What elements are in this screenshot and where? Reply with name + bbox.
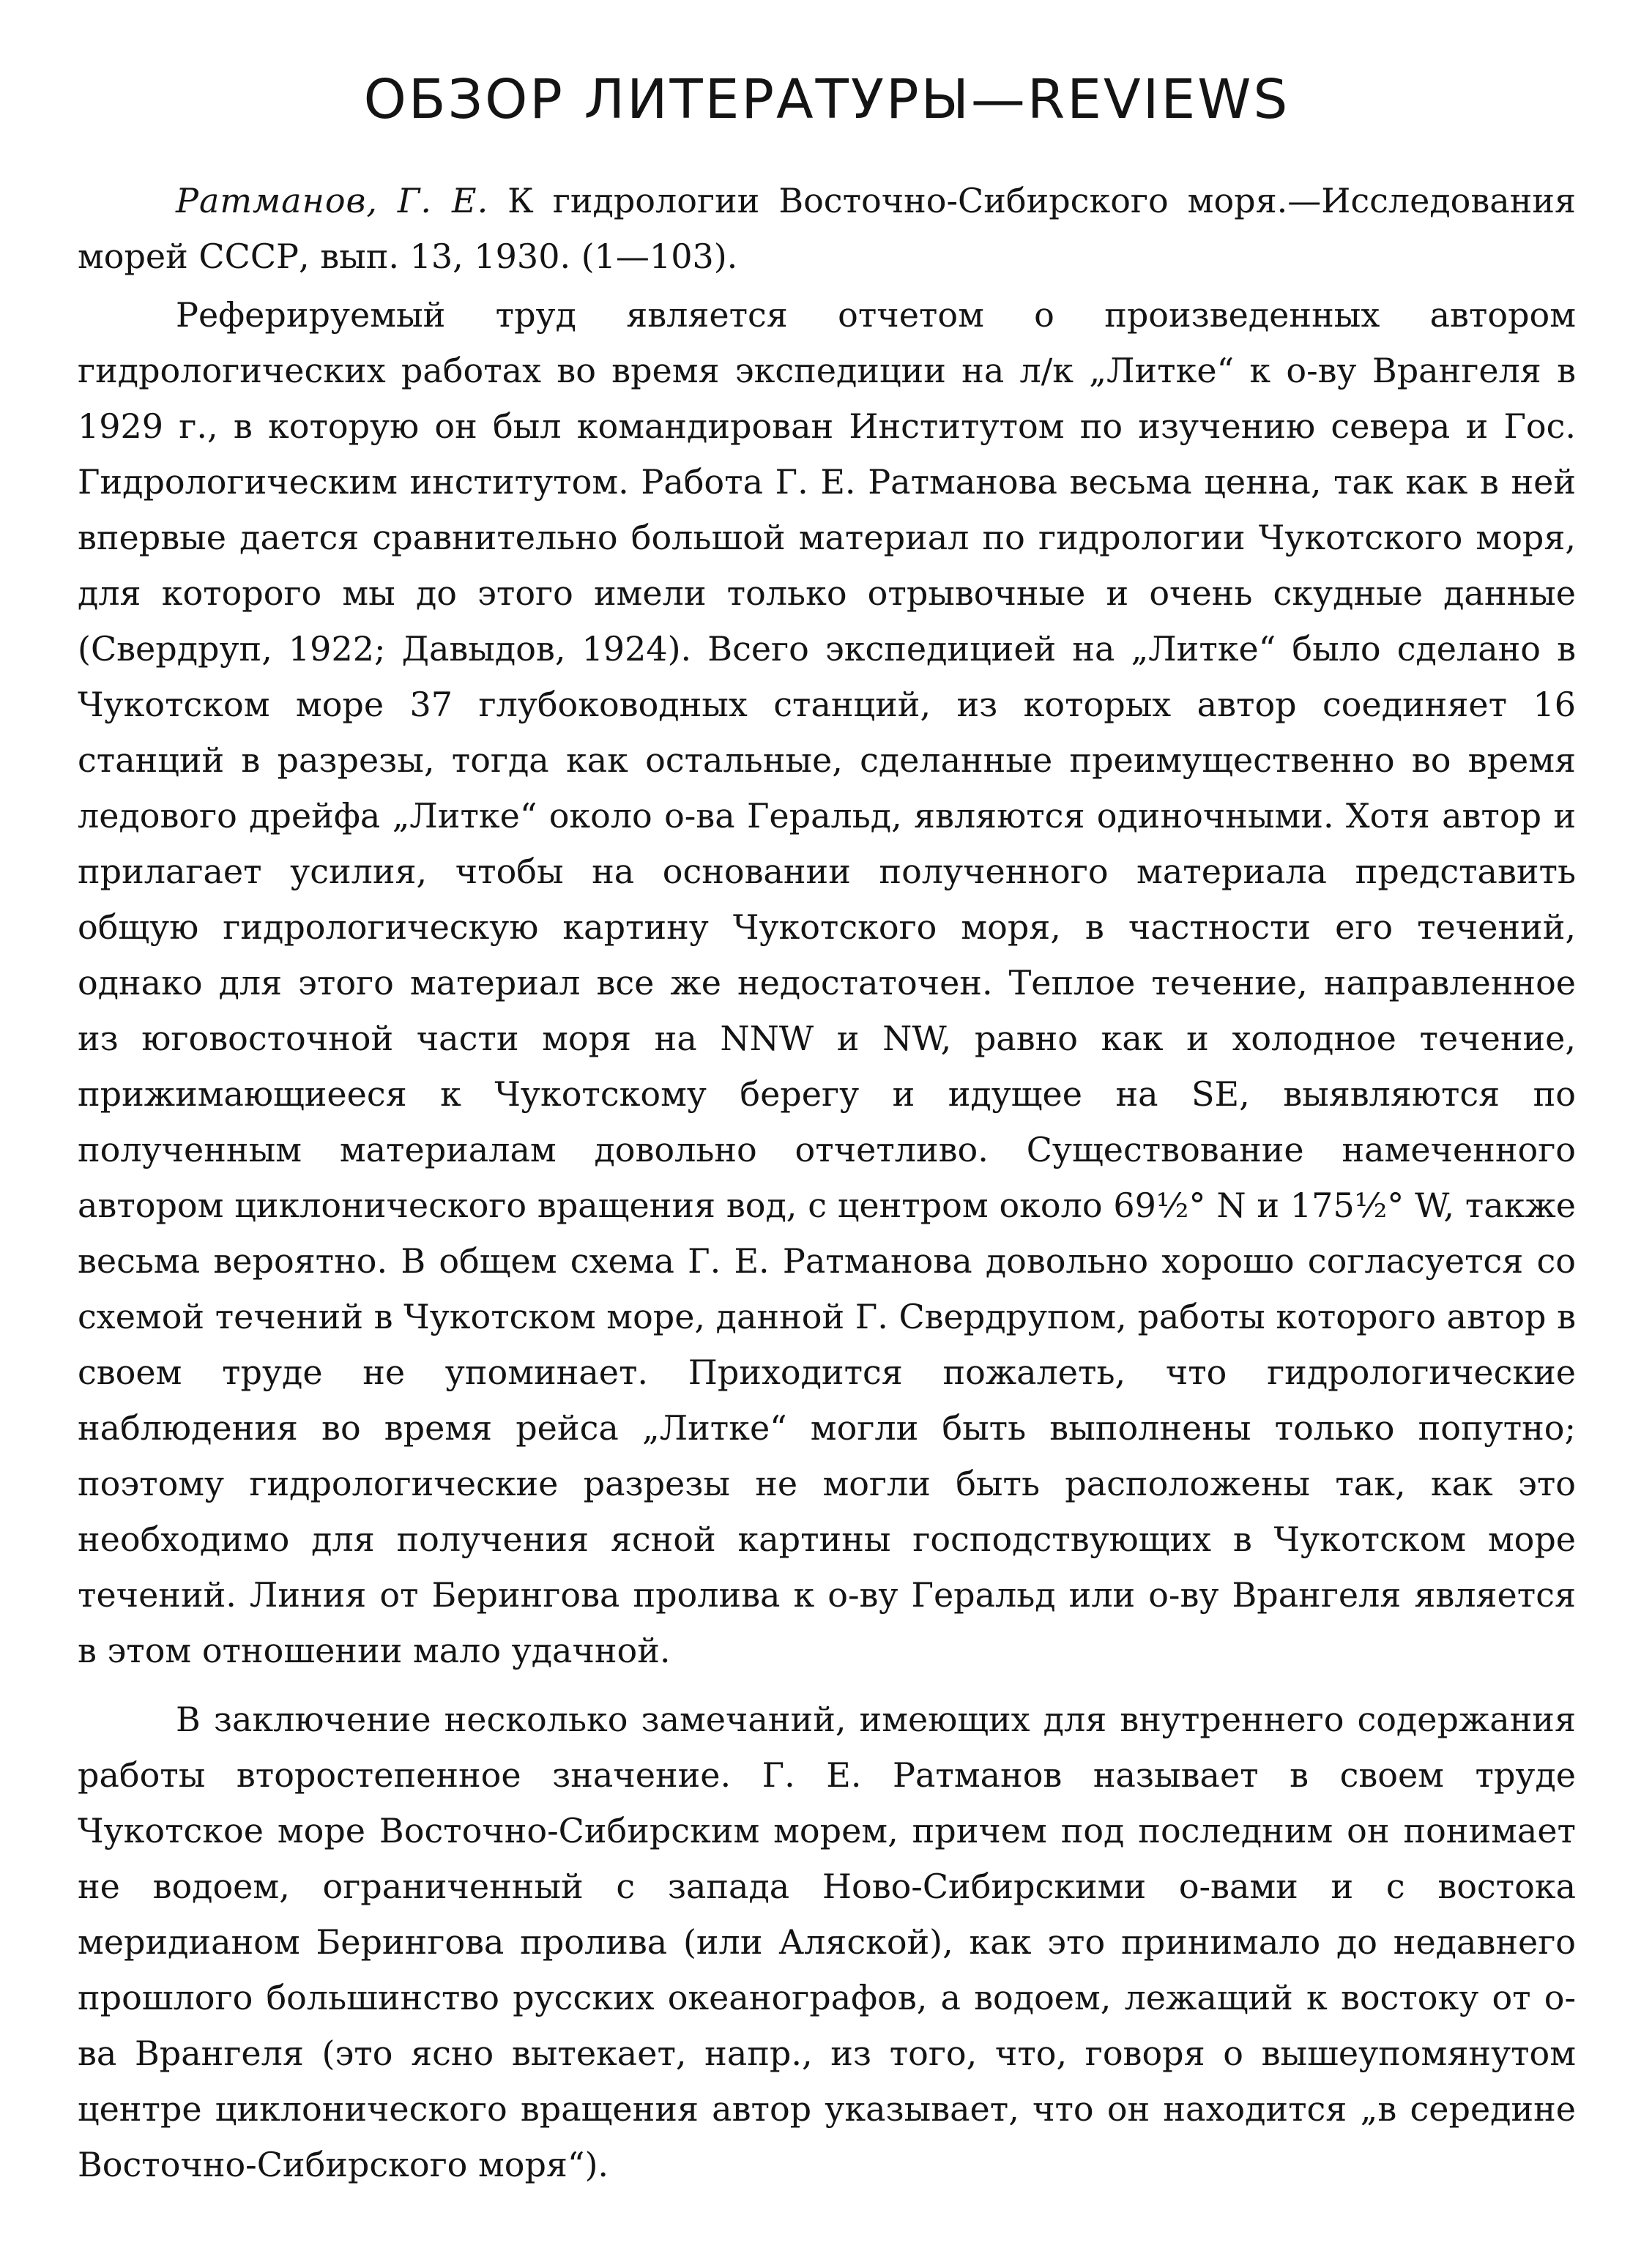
review-paragraph-text: В заключение несколько замечаний, имеющих для внутреннего содержания работы второстепенное значение. Г. Е. Ратманов называет в своем труде Чукотское море Восточно-Сибирским морем, причем под последним он понимает не водоем, ограниченный с запада Ново-Сибирскими о-вами и с востока меридианом Берингова пролива (или Аляской), как это принимало до недавнего прошлого большинство русских океанографов, а водоем, лежащий к востоку от о-ва Врангеля (это ясно вытекает, напр., из того, что, говоря о вышеупомянутом центре циклонического вращения автор указывает, что он находится „в середине Восточно-Сибирского моря“). (78, 1700, 1576, 2184)
review-paragraph (78, 1692, 1576, 2192)
review-paragraph-text: Реферируемый труд является отчетом о произведенных автором гидрологических работах во время экспедиции на л/к „Литке“ к о-ву Врангеля в 1929 г., в которую он был командирован Институтом по изучению севера и Гос. Гидрологическим институтом. Работа Г. Е. Ратманова весьма ценна, так как в ней впервые дается сравнительно большой материал по гидрологии Чукотского моря, для которого мы до этого имели только отрывочные и очень скудные данные (Свердруп, 1922; Давыдов, 1924). Всего экспедицией на „Литке“ было сделано в Чукотском море 37 глубоководных станций, из которых автор соединяет 16 станций в разрезы, тогда как остальные, сделанные преимущественно во время ледового дрейфа „Литке“ около о-ва Геральд, являются одиночными. Хотя автор и прилагает усилия, чтобы на основании полученного материала представить общую гидрологическую картину Чукотского моря, в частности его течений, однако для этого материал все же недостаточен. Теплое течение, направленное из юговосточной части моря на NNW и NW, равно как и холодное течение, прижимающиееся к Чукотскому берегу и идущее на SE, выявляются по полученным материалам довольно отчетливо. Существование намеченного автором циклонического вращения вод, с центром около 69½° N и 175½° W, также весьма вероятно. В общем схема Г. Е. Ратманова довольно хорошо согласуется со схемой течений в Чукотском море, данной Г. Свердрупом, работы которого автор в своем труде не упоминает. Приходится пожалеть, что гидрологические наблюдения во время рейса „Литке“ могли быть выполнены только попутно; поэтому гидрологические разрезы не могли быть расположены так, как это необходимо для получения ясной картины господствующих в Чукотском море течений. Линия от Берингова пролива к о-ву Геральд или о-ву Врангеля является в этом отношении мало удачной. (78, 295, 1576, 1670)
review-body (78, 173, 1576, 2192)
review-paragraph (78, 287, 1576, 1678)
review-citation-text: К гидрологии Восточно-Сибирского моря.—Исследования морей СССР, вып. 13, 1930. (1—103). (78, 181, 1576, 276)
review-citation (78, 173, 1576, 284)
review-author: Ратманов, Г. Е. (176, 181, 489, 220)
section-heading: ОБЗОР ЛИТЕРАТУРЫ—REVIEWS (363, 68, 1290, 131)
